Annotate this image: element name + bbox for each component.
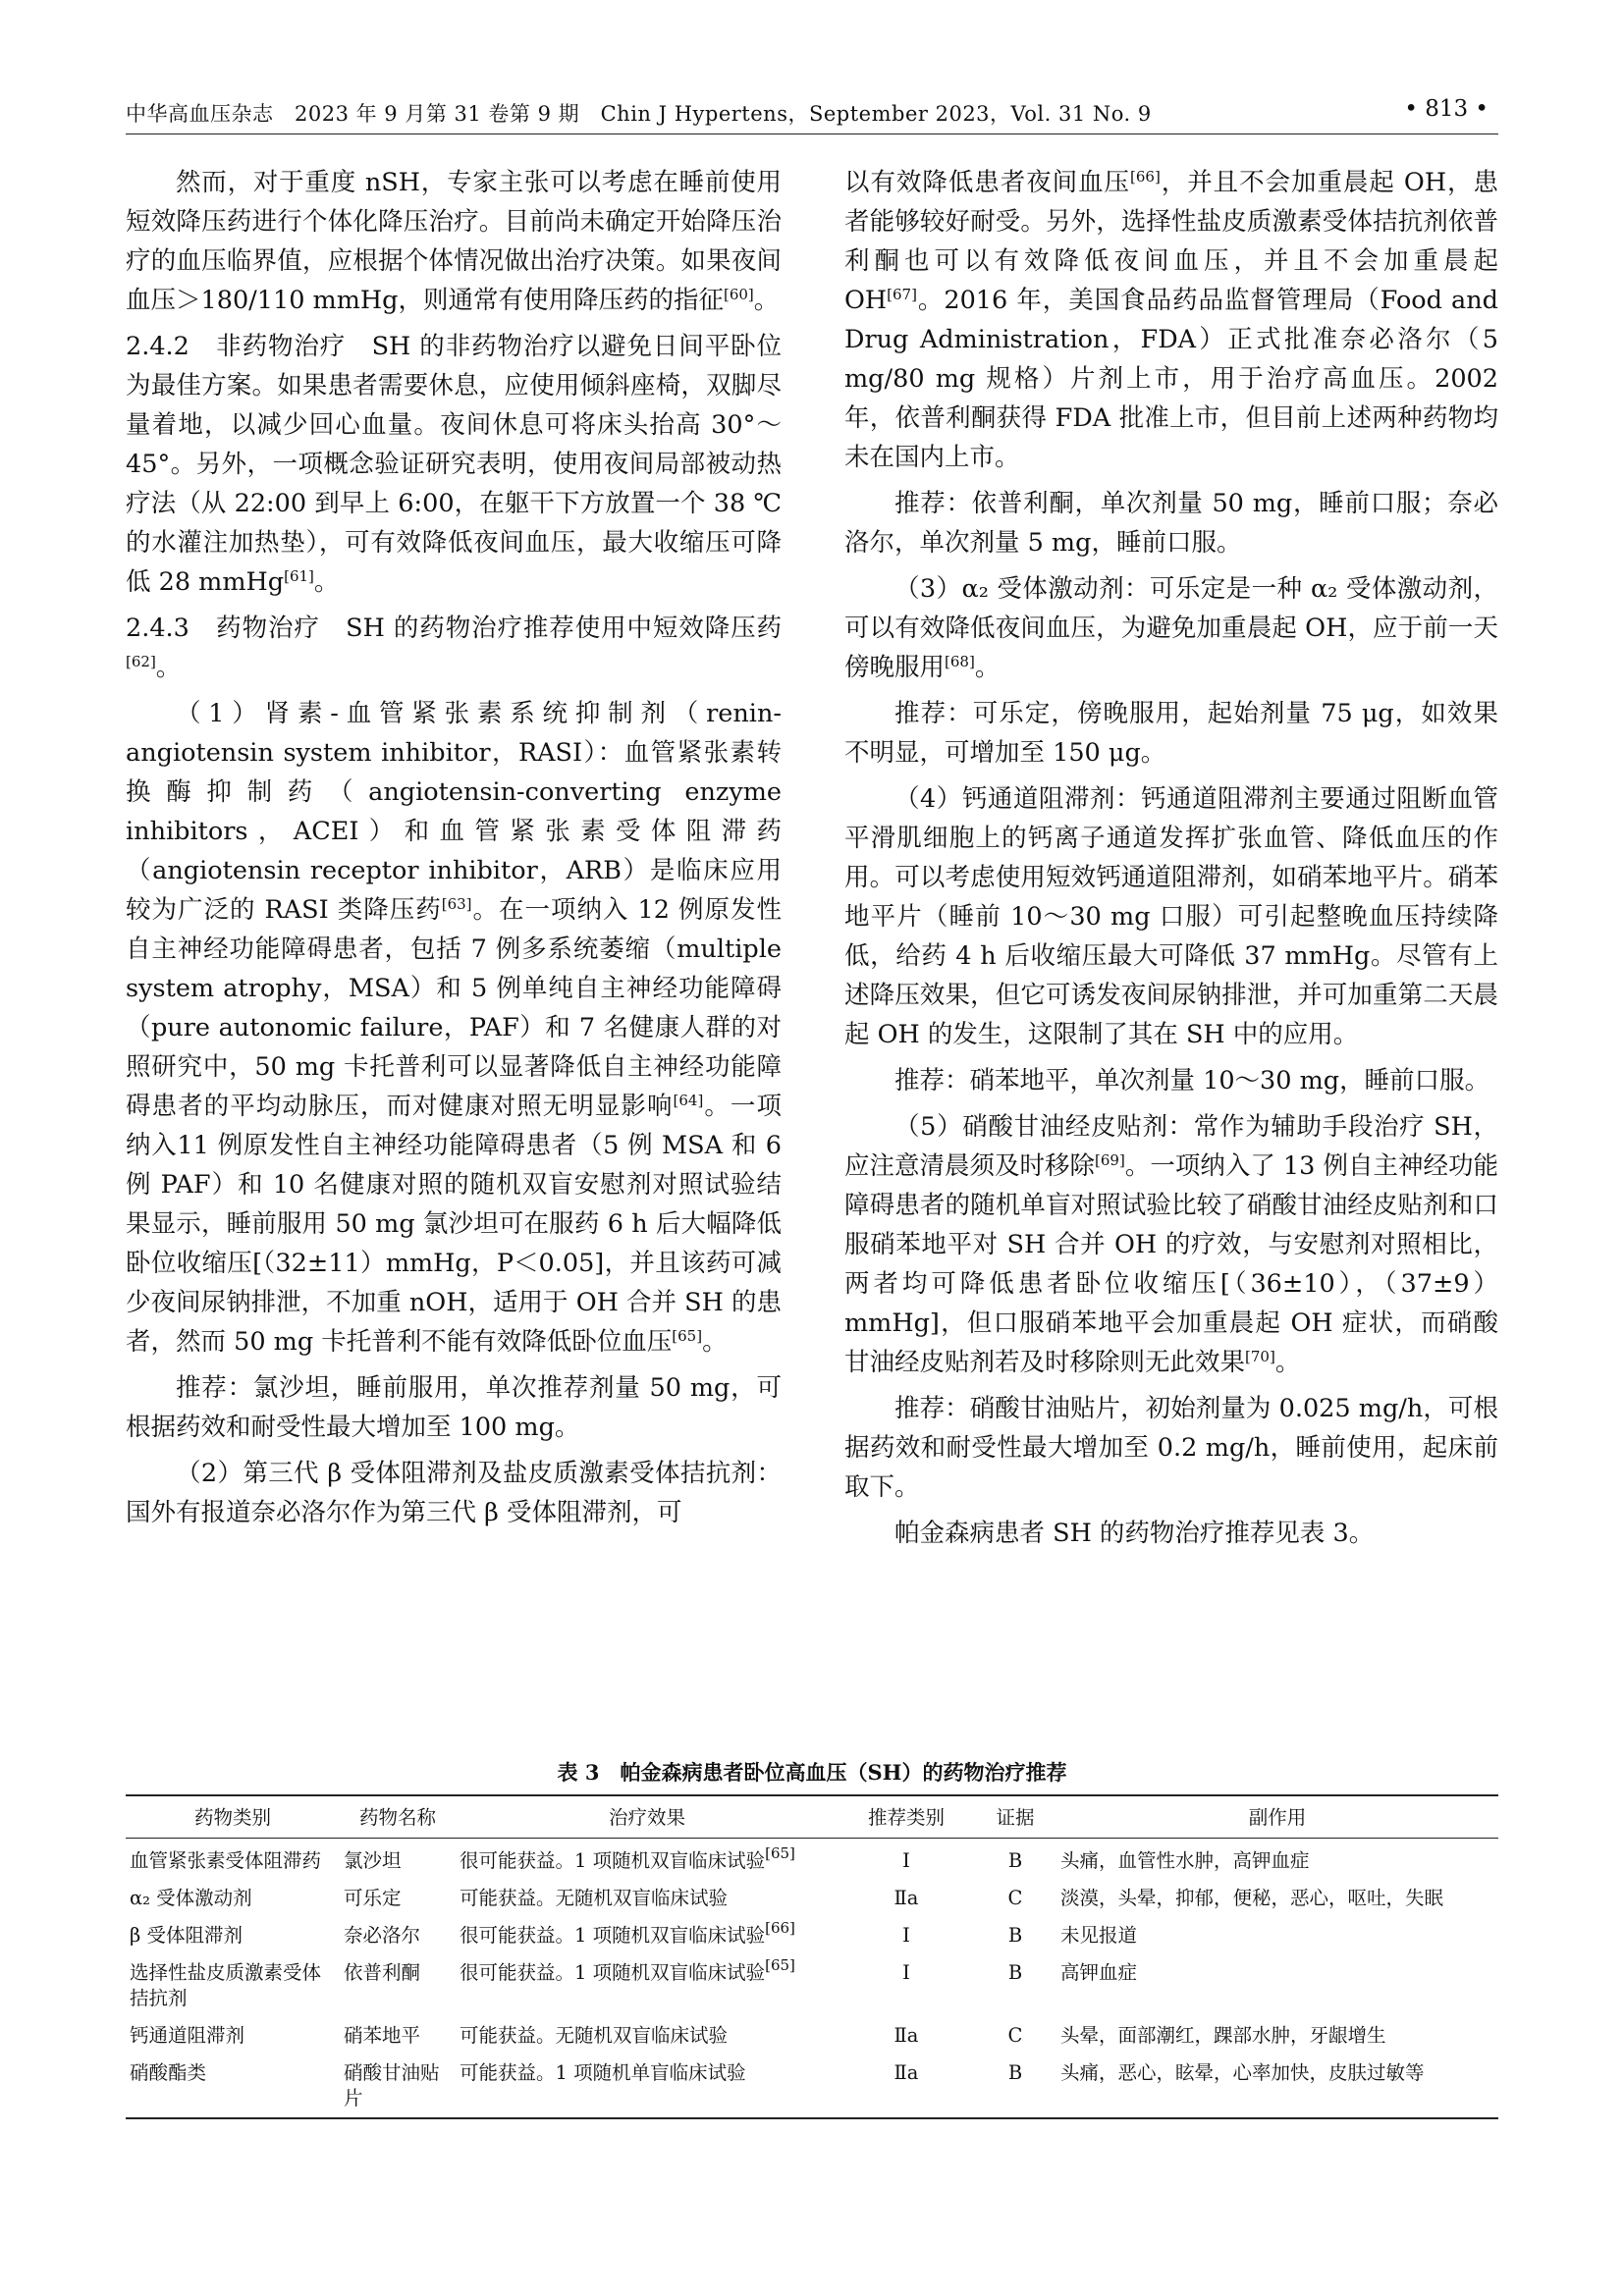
col-header: 药物类别	[193, 1806, 271, 1829]
table-row	[126, 1917, 1498, 1954]
col-header: 证据	[996, 1806, 1035, 1829]
citation: [66]	[1130, 168, 1161, 186]
evidence-level: C	[1007, 1887, 1023, 1909]
recommendation-class: Ⅰ	[902, 1849, 910, 1872]
drug-name: 硝酸甘油贴片	[344, 2061, 440, 2109]
treatment-effect: 很可能获益。1 项随机双盲临床试验[65]	[460, 1956, 795, 1984]
evidence-level: C	[1007, 2024, 1023, 2047]
recommendation-class: Ⅱa	[893, 1887, 919, 1909]
drug-class: 选择性盐皮质激素受体拮抗剂	[130, 1961, 322, 2009]
drug-name: 可乐定	[344, 1887, 402, 1909]
side-effects: 淡漠，头晕，抑郁，便秘，恶心，呕吐，失眠	[1060, 1887, 1444, 1909]
running-header	[126, 94, 1498, 134]
drug-recommendation-table	[126, 1794, 1498, 2119]
citation: [67]	[887, 286, 917, 303]
evidence-level: B	[1007, 2061, 1023, 2084]
citation: [65]	[672, 1327, 703, 1345]
col-header: 药物名称	[358, 1806, 436, 1829]
right-column	[844, 163, 1498, 1560]
table-header-row	[126, 1795, 1498, 1839]
drug-name: 硝苯地平	[344, 2024, 421, 2047]
citation: [65]	[765, 1956, 795, 1974]
treatment-effect: 可能获益。1 项随机单盲临床试验	[460, 2061, 746, 2084]
citation: [64]	[673, 1092, 704, 1109]
left-column	[126, 163, 782, 1539]
paragraph-nsh: 然而，对于重度 nSH，专家主张可以考虑在睡前使用短效降压药进行个体化降压治疗。目前尚未确定开始降压治疗的血压临界值，应根据个体情况做出治疗决策。如果夜间血压＞180/110 mmHg，则通常有使用降压药的指征[60]。	[126, 168, 782, 315]
citation: [63]	[441, 895, 472, 913]
drug-class: 血管紧张素受体阻滞药	[130, 1849, 322, 1872]
drug-name: 奈必洛尔	[344, 1924, 421, 1947]
drug-class: 硝酸酯类	[130, 2061, 207, 2084]
drug-class: α₂ 受体激动剂	[130, 1887, 252, 1909]
col-header: 治疗效果	[608, 1806, 685, 1829]
evidence-level: B	[1007, 1961, 1023, 1984]
treatment-effect: 很可能获益。1 项随机双盲临床试验[66]	[460, 1919, 795, 1947]
evidence-level: B	[1007, 1849, 1023, 1872]
paragraph-beta-cont: 以有效降低患者夜间血压[66]，并且不会加重晨起 OH，患者能够较好耐受。另外，选择性盐皮质激素受体拮抗剂依普利酮也可以有效降低夜间血压，并且不会加重晨起 OH[67]。2016 年，美国食品药品监督管理局（Food and Drug Administration，FDA）正式批准奈必洛尔（5 mg/80 mg 规格）片剂上市，用于治疗高血压。2002 年，依普利酮获得 FDA 批准上市，但目前上述两种药物均未在国内上市。	[844, 168, 1498, 472]
table-caption: 表 3 帕金森病患者卧位高血压（SH）的药物治疗推荐	[557, 1760, 1067, 1785]
recommendation-nitroglycerin: 推荐：硝酸甘油贴片，初始剂量为 0.025 mg/h，可根据药效和耐受性最大增加至 0.2 mg/h，睡前使用，起床前取下。	[844, 1394, 1498, 1502]
side-effects: 高钾血症	[1060, 1961, 1138, 1984]
paragraph-rasi: （1）肾素-血管紧张素系统抑制剂（renin-angiotensin system inhibitor，RASI）：血管紧张素转换酶抑制药（angiotensin-converting enzyme inhibitors，ACEI）和血管紧张素受体阻滞药（angiotensin receptor inhibitor，ARB）是临床应用较为广泛的 RASI 类降压药[63]。在一项纳入 12 例原发性自主神经功能障碍患者，包括 7 例多系统萎缩（multiple system atrophy，MSA）和 5 例单纯自主神经功能障碍（pure autonomic failure，PAF）和 7 名健康人群的对照研究中，50 mg 卡托普利可以显著降低自主神经功能障碍患者的平均动脉压，而对健康对照无明显影响[64]。一项纳入11 例原发性自主神经功能障碍患者（5 例 MSA 和 6 例 PAF）和 10 名健康对照的随机双盲安慰剂对照试验结果显示，睡前服用 50 mg 氯沙坦可在服药 6 h 后大幅降低卧位收缩压[（32±11）mmHg，P＜0.05]，并且该药可减少夜间尿钠排泄，不加重 nOH，适用于 OH 合并 SH 的患者，然而 50 mg 卡托普利不能有效降低卧位血压[65]。	[126, 699, 782, 1357]
table-row	[126, 2055, 1498, 2118]
side-effects: 头晕，面部潮红，踝部水肿，牙龈增生	[1060, 2024, 1386, 2047]
side-effects: 头痛，血管性水肿，高钾血症	[1060, 1849, 1310, 1872]
section-2-4-3: 2.4.3 药物治疗 SH 的药物治疗推荐使用中短效降压药[62]。	[126, 614, 782, 682]
citation: [65]	[765, 1844, 795, 1862]
citation: [60]	[723, 286, 754, 303]
paragraph-nitroglycerin: （5）硝酸甘油经皮贴剂：常作为辅助手段治疗 SH，应注意清晨须及时移除[69]。一项纳入了 13 例自主神经功能障碍患者的随机单盲对照试验比较了硝酸甘油经皮贴剂和口服硝苯地平对 SH 合并 OH 的疗效，与安慰剂对照相比，两者均可降低患者卧位收缩压[（36±10），（37±9）mmHg]，但口服硝苯地平会加重晨起 OH 症状，而硝酸甘油经皮贴剂若及时移除则无此效果[70]。	[844, 1112, 1498, 1377]
side-effects: 未见报道	[1060, 1924, 1138, 1947]
treatment-effect: 可能获益。无随机双盲临床试验	[460, 2024, 729, 2047]
paragraph-table-reference: 帕金森病患者 SH 的药物治疗推荐见表 3。	[894, 1519, 1375, 1548]
section-2-4-2: 2.4.2 非药物治疗 SH 的非药物治疗以避免日间平卧位为最佳方案。如果患者需要休息，应使用倾斜座椅，双脚尽量着地，以减少回心血量。夜间休息可将床头抬高 30°～45°。另外，一项概念验证研究表明，使用夜间局部被动热疗法（从 22:00 到早上 6:00，在躯干下方放置一个 38 ℃ 的水灌注加热垫），可有效降低夜间血压，最大收缩压可降低 28 mmHg[61]。	[126, 332, 782, 597]
treatment-effect: 很可能获益。1 项随机双盲临床试验[65]	[460, 1844, 795, 1872]
col-header: 副作用	[1248, 1806, 1307, 1829]
paragraph-beta-blocker: （2）第三代 β 受体阻滞剂及盐皮质激素受体拮抗剂：国外有报道奈必洛尔作为第三代 β 受体阻滞剂，可	[126, 1459, 782, 1527]
table-row	[126, 1880, 1498, 1917]
recommendation-alpha2: 推荐：可乐定，傍晚服用，起始剂量 75 μg，如效果不明显，可增加至 150 μg。	[844, 699, 1498, 768]
citation: [61]	[284, 567, 314, 585]
drug-name: 氯沙坦	[344, 1849, 402, 1872]
side-effects: 头痛，恶心，眩晕，心率加快，皮肤过敏等	[1060, 2061, 1425, 2084]
drug-class: β 受体阻滞剂	[130, 1924, 243, 1947]
recommendation-class: Ⅰ	[902, 1924, 910, 1947]
recommendation-class: Ⅱa	[893, 2024, 919, 2047]
recommendation-losartan: 推荐：氯沙坦，睡前服用，单次推荐剂量 50 mg，可根据药效和耐受性最大增加至 100 mg。	[126, 1373, 782, 1442]
paragraph-ccb: （4）钙通道阻滞剂：钙通道阻滞剂主要通过阻断血管平滑肌细胞上的钙离子通道发挥扩张血管、降低血压的作用。可以考虑使用短效钙通道阻滞剂，如硝苯地平片。硝苯地平片（睡前 10～30 mg 口服）可引起整晚血压持续降低，给药 4 h 后收缩压最大可降低 37 mmHg。尽管有上述降压效果，但它可诱发夜间尿钠排泄，并可加重第二天晨起 OH 的发生，这限制了其在 SH 中的应用。	[844, 784, 1498, 1049]
journal-citation: 中华高血压杂志 2023 年 9 月第 31 卷第 9 期 Chin J Hypertens，September 2023，Vol. 31 No. 9	[126, 102, 1152, 126]
col-header: 推荐类别	[867, 1806, 945, 1829]
table-row	[126, 2017, 1498, 2055]
citation: [66]	[765, 1919, 795, 1937]
citation: [68]	[945, 653, 975, 670]
recommendation-beta: 推荐：依普利酮，单次剂量 50 mg，睡前口服；奈必洛尔，单次剂量 5 mg，睡前口服。	[844, 489, 1498, 558]
paragraph-alpha2: （3）α₂ 受体激动剂：可乐定是一种 α₂ 受体激动剂，可以有效降低夜间血压，为避免加重晨起 OH，应于前一天傍晚服用[68]。	[844, 574, 1498, 682]
drug-class: 钙通道阻滞剂	[130, 2024, 245, 2047]
recommendation-ccb: 推荐：硝苯地平，单次剂量 10～30 mg，睡前口服。	[894, 1066, 1490, 1095]
evidence-level: B	[1007, 1924, 1023, 1947]
page-number: • 813 •	[1404, 96, 1489, 122]
table-row	[126, 1839, 1498, 1881]
recommendation-class: Ⅱa	[893, 2061, 919, 2084]
recommendation-class: Ⅰ	[902, 1961, 910, 1984]
citation: [70]	[1245, 1348, 1275, 1365]
treatment-effect: 可能获益。无随机双盲临床试验	[460, 1887, 729, 1909]
citation: [62]	[126, 653, 156, 670]
drug-name: 依普利酮	[344, 1961, 421, 1984]
table-row	[126, 1954, 1498, 2017]
citation: [69]	[1095, 1151, 1125, 1169]
